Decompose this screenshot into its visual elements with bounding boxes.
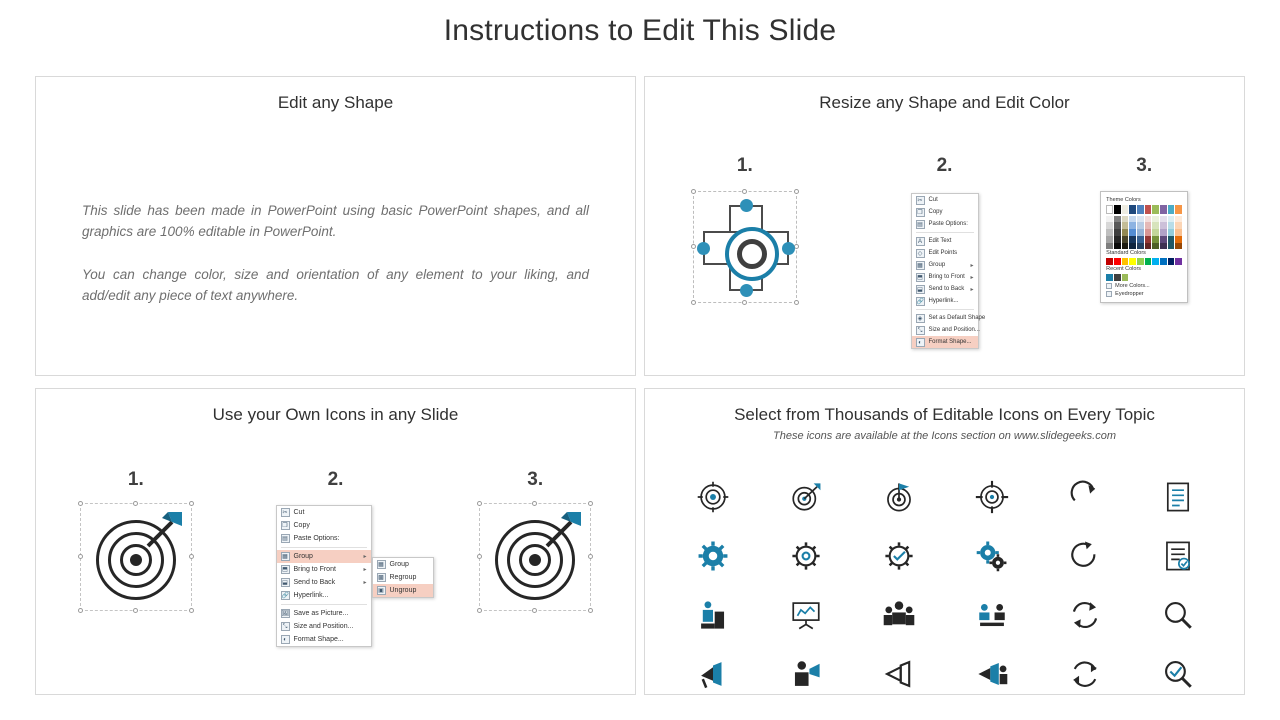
shape-context-menu[interactable] [911, 193, 986, 349]
color-swatch[interactable] [1106, 229, 1113, 236]
color-swatch[interactable] [1114, 274, 1121, 281]
resize-handle[interactable] [78, 554, 83, 559]
color-swatch[interactable] [1145, 236, 1152, 243]
color-swatch[interactable] [1175, 229, 1182, 236]
palette-icon [1106, 283, 1112, 289]
color-swatch[interactable] [1175, 205, 1182, 214]
color-swatch[interactable] [1145, 216, 1152, 223]
recent-colors-row[interactable] [1106, 274, 1182, 281]
resize-step-3-number: 3. [1136, 155, 1153, 176]
resize-handle[interactable] [78, 608, 83, 613]
color-swatch[interactable] [1175, 258, 1182, 265]
chevron-right-icon: ▸ [970, 262, 974, 269]
color-swatch[interactable] [1160, 236, 1167, 243]
context-menu-separator [916, 309, 974, 310]
context-menu-item-label: Set as Default Shape [928, 315, 986, 321]
resize-handle[interactable] [691, 300, 696, 305]
resize-handle[interactable] [691, 244, 696, 249]
context-menu-item-label: Bring to Front [928, 274, 965, 280]
document-list-icon[interactable] [1161, 480, 1195, 514]
color-swatch[interactable] [1152, 229, 1159, 236]
own-icons-step-1-number: 1. [127, 469, 144, 490]
context-menu-item[interactable] [912, 295, 978, 307]
submenu-item-label: Ungroup [389, 587, 417, 594]
resize-step-2 [845, 155, 1045, 349]
color-swatch[interactable] [1160, 222, 1167, 229]
icon-selection-frame[interactable] [80, 503, 192, 611]
color-swatch[interactable] [1168, 229, 1175, 236]
gear-check-icon[interactable] [882, 539, 916, 573]
color-swatch[interactable] [1145, 222, 1152, 229]
edit-shape-paragraph-1: This slide has been made in PowerPoint using basic PowerPoint shapes, and all graphics are 100% editable in PowerPoint. [82, 203, 589, 239]
context-menu-item[interactable] [912, 235, 978, 247]
color-swatch[interactable] [1152, 258, 1159, 265]
resize-handle[interactable] [691, 189, 696, 194]
resize-handle[interactable] [588, 608, 593, 613]
color-swatch[interactable] [1137, 243, 1144, 250]
submenu-item-group[interactable] [373, 558, 433, 571]
standard-colors-label: Standard Colors [1106, 250, 1146, 257]
color-swatch[interactable] [1129, 243, 1136, 250]
color-swatch[interactable] [1129, 205, 1136, 214]
theme-shades-row[interactable] [1106, 243, 1182, 250]
resize-step-1-number: 1. [736, 155, 753, 176]
color-swatch[interactable] [1106, 236, 1113, 243]
color-swatch[interactable] [1122, 216, 1129, 223]
megaphone-solid-icon[interactable] [696, 657, 730, 691]
resize-handle[interactable] [794, 300, 799, 305]
color-swatch[interactable] [1152, 243, 1159, 250]
chevron-right-icon: ▸ [363, 580, 367, 586]
resize-handle[interactable] [532, 501, 537, 506]
context-menu-item-label: Copy [928, 209, 943, 215]
save-picture-icon: 🖼 [281, 611, 290, 617]
standard-colors-row[interactable] [1106, 258, 1182, 265]
magnifier-icon[interactable] [1161, 598, 1195, 632]
resize-handle[interactable] [532, 608, 537, 613]
panel-title-edit-shape: Edit any Shape [277, 93, 394, 112]
bring-front-icon: ⬒ [282, 567, 288, 573]
color-swatch[interactable] [1122, 236, 1129, 243]
group-icon: ▦ [378, 562, 384, 568]
chevron-right-icon: ▸ [970, 274, 974, 281]
target-dart-icon [92, 516, 180, 604]
panel-resize-shape [644, 76, 1245, 376]
color-swatch[interactable] [1152, 236, 1159, 243]
magnifier-check-icon[interactable] [1161, 657, 1195, 691]
group-submenu[interactable] [372, 557, 434, 598]
dart-arrow-icon [541, 508, 585, 552]
context-menu-item-label: Edit Text [928, 238, 952, 244]
hyperlink-icon: 🔗 [916, 298, 924, 305]
resize-step-3 [1044, 155, 1244, 349]
color-swatch[interactable] [1175, 216, 1182, 223]
size-position-icon: ⤡ [916, 326, 925, 335]
context-menu-item[interactable] [277, 620, 371, 633]
regroup-icon: ▩ [378, 575, 384, 581]
color-swatch[interactable] [1122, 274, 1129, 281]
context-menu-item[interactable] [912, 247, 978, 259]
theme-shades-row[interactable] [1106, 216, 1182, 223]
context-menu-item[interactable] [277, 532, 371, 545]
gear-outline-icon[interactable] [789, 539, 823, 573]
context-menu-item-label: Bring to Front [293, 566, 336, 573]
target-dart-icon[interactable] [789, 480, 823, 514]
group-icon: ▦ [917, 262, 923, 269]
context-menu-item[interactable] [277, 576, 371, 589]
resize-handle[interactable] [189, 608, 194, 613]
context-menu-item-label: Size and Position... [928, 327, 980, 333]
chevron-right-icon: ▸ [363, 554, 367, 560]
color-swatch[interactable] [1160, 216, 1167, 223]
copy-icon: ❐ [917, 209, 923, 216]
color-swatch[interactable] [1114, 222, 1121, 229]
resize-handle[interactable] [477, 608, 482, 613]
context-menu-item[interactable] [912, 312, 986, 324]
icon-context-menu[interactable] [276, 505, 372, 647]
target-flag-icon[interactable] [882, 480, 916, 514]
color-swatch[interactable] [1160, 258, 1167, 265]
target-crosshair-icon[interactable] [696, 480, 730, 514]
submenu-item-regroup[interactable] [373, 571, 433, 584]
document-check-icon[interactable] [1161, 539, 1195, 573]
resize-step-1 [645, 155, 845, 349]
panel-editable-icons [644, 388, 1245, 695]
context-menu-item-label: Send to Back [293, 579, 336, 586]
color-swatch[interactable] [1160, 229, 1167, 236]
color-swatch[interactable] [1175, 243, 1182, 250]
color-swatch[interactable] [1175, 222, 1182, 229]
eyedropper-item[interactable] [1106, 291, 1182, 297]
color-swatch[interactable] [1106, 222, 1113, 229]
chevron-right-icon: ▸ [363, 567, 367, 573]
color-swatch[interactable] [1106, 216, 1113, 223]
context-menu-item-label: Send to Back [928, 286, 965, 292]
plus-target-shape-icon [703, 205, 789, 291]
format-shape-icon: ◐ [916, 338, 925, 347]
size-position-icon: ⤡ [281, 622, 290, 631]
submenu-item-label: Group [389, 561, 409, 568]
refresh-arrow-icon[interactable] [1068, 539, 1102, 573]
context-menu-item[interactable] [277, 633, 371, 646]
page-title: Instructions to Edit This Slide [443, 14, 837, 47]
megaphone-person-icon[interactable] [975, 657, 1009, 691]
panel-subtitle-editable-icons: These icons are available at the Icons section on www.slidegeeks.com [772, 430, 1116, 442]
megaphone-outline-icon[interactable] [882, 657, 916, 691]
theme-shades-row[interactable] [1106, 222, 1182, 229]
context-menu-item[interactable] [277, 519, 371, 532]
color-swatch[interactable] [1122, 222, 1129, 229]
color-swatch[interactable] [1137, 229, 1144, 236]
context-menu-separator [281, 604, 367, 605]
own-icons-step-3-number: 3. [527, 469, 544, 490]
resize-step-2-number: 2. [936, 155, 953, 176]
eyedropper-icon [1106, 291, 1112, 297]
color-swatch[interactable] [1137, 222, 1144, 229]
people-group-icon[interactable] [882, 598, 916, 632]
scissors-icon: ✂ [917, 197, 923, 204]
resize-handle[interactable] [588, 501, 593, 506]
submenu-item-ungroup[interactable] [373, 584, 433, 597]
resize-handle[interactable] [78, 501, 83, 506]
context-menu-item-label: Format Shape... [928, 339, 972, 345]
color-picker-popup[interactable] [1100, 191, 1188, 303]
submenu-item-label: Regroup [389, 574, 417, 581]
panel-edit-any-shape [35, 76, 636, 376]
context-menu-item-label: Paste Options: [928, 221, 968, 227]
panel-title-own-icons: Use your Own Icons in any Slide [212, 405, 459, 424]
more-colors-label: More Colors... [1115, 282, 1150, 289]
context-menu-item-label: Copy [293, 522, 310, 529]
context-menu-item-label: Cut [928, 197, 938, 203]
gears-double-icon[interactable] [975, 539, 1009, 573]
own-icons-step-1 [36, 469, 236, 621]
color-swatch[interactable] [1152, 222, 1159, 229]
ungroup-icon: ▣ [378, 588, 384, 594]
copy-icon: ❐ [282, 523, 288, 529]
more-colors-item[interactable] [1106, 283, 1182, 289]
color-swatch[interactable] [1160, 243, 1167, 250]
theme-colors-label: Theme Colors [1106, 197, 1141, 203]
resize-handle[interactable] [133, 608, 138, 613]
target-scope-icon[interactable] [975, 480, 1009, 514]
color-swatch[interactable] [1137, 216, 1144, 223]
presentation-board-icon[interactable] [789, 598, 823, 632]
context-menu-item-label: Size and Position... [293, 623, 354, 630]
context-menu-item[interactable] [912, 324, 978, 336]
color-swatch[interactable] [1160, 205, 1167, 214]
edit-points-icon: ◇ [916, 249, 925, 258]
eyedropper-label: Eyedropper [1115, 290, 1144, 297]
context-menu-item[interactable] [277, 607, 371, 620]
team-meeting-icon[interactable] [975, 598, 1009, 632]
target-dart-icon [491, 516, 579, 604]
color-swatch[interactable] [1152, 205, 1159, 214]
chevron-right-icon: ▸ [970, 286, 974, 293]
context-menu-item-label: Group [293, 553, 313, 560]
color-swatch[interactable] [1122, 243, 1129, 250]
context-menu-item-group[interactable] [277, 550, 371, 563]
panel-title-resize-shape: Resize any Shape and Edit Color [819, 93, 1070, 112]
color-swatch[interactable] [1114, 243, 1121, 250]
color-swatch[interactable] [1106, 243, 1113, 250]
color-swatch[interactable] [1145, 229, 1152, 236]
format-shape-icon: ◐ [281, 635, 290, 644]
edit-text-icon: A [916, 237, 925, 246]
person-megaphone-icon[interactable] [789, 657, 823, 691]
context-menu-item[interactable] [912, 194, 978, 206]
color-swatch[interactable] [1114, 236, 1121, 243]
context-menu-item-label: Cut [293, 509, 305, 516]
color-swatch[interactable] [1129, 222, 1136, 229]
color-swatch[interactable] [1114, 216, 1121, 223]
resize-handle[interactable] [742, 300, 747, 305]
own-icons-step-2 [236, 469, 436, 643]
context-menu-item[interactable] [912, 218, 978, 230]
color-swatch[interactable] [1175, 236, 1182, 243]
hyperlink-icon: 🔗 [281, 593, 289, 599]
panel-title-editable-icons: Select from Thousands of Editable Icons on Every Topic [734, 405, 1155, 424]
color-swatch[interactable] [1106, 205, 1113, 214]
icon-gallery [667, 467, 1224, 703]
paste-icon: ▤ [917, 221, 923, 228]
recent-colors-label: Recent Colors [1106, 265, 1142, 272]
color-swatch[interactable] [1106, 274, 1113, 281]
context-menu-separator [916, 232, 974, 233]
color-swatch[interactable] [1137, 258, 1144, 265]
sync-circle-icon[interactable] [1068, 657, 1102, 691]
sync-arrows-icon[interactable] [1068, 598, 1102, 632]
context-menu-item[interactable] [912, 259, 978, 271]
context-menu-item[interactable] [277, 563, 371, 576]
color-swatch[interactable] [1137, 236, 1144, 243]
color-swatch[interactable] [1122, 229, 1129, 236]
context-menu-item[interactable] [277, 589, 371, 602]
default-shape-icon: ◈ [916, 314, 925, 323]
icon-selection-frame-grouped[interactable] [479, 503, 591, 611]
color-swatch[interactable] [1129, 258, 1136, 265]
context-menu-item-label: Save as Picture... [293, 610, 349, 617]
color-swatch[interactable] [1137, 205, 1144, 214]
resize-handle[interactable] [742, 189, 747, 194]
color-swatch[interactable] [1145, 258, 1152, 265]
color-swatch[interactable] [1168, 258, 1175, 265]
color-swatch[interactable] [1122, 205, 1129, 214]
panel-own-icons [35, 388, 636, 695]
shape-selection-box[interactable] [693, 191, 797, 303]
color-swatch[interactable] [1168, 216, 1175, 223]
context-menu-item-label: Group [928, 262, 946, 268]
context-menu-item-label: Format Shape... [293, 636, 344, 643]
own-icons-step-2-number: 2. [327, 469, 344, 490]
context-menu-item-label: Hyperlink... [928, 298, 959, 304]
resize-handle[interactable] [477, 554, 482, 559]
context-menu-item-format-shape[interactable] [912, 336, 978, 348]
context-menu-item-label: Edit Points [928, 250, 958, 256]
context-menu-item[interactable] [912, 271, 978, 283]
color-swatch[interactable] [1168, 205, 1175, 214]
color-swatch[interactable] [1168, 222, 1175, 229]
theme-colors-row[interactable] [1106, 205, 1182, 214]
gear-solid-icon[interactable] [696, 539, 730, 573]
group-icon: ▦ [282, 554, 288, 560]
color-swatch[interactable] [1114, 205, 1121, 214]
bring-front-icon: ⬒ [917, 274, 923, 281]
resize-handle[interactable] [588, 554, 593, 559]
color-swatch[interactable] [1152, 216, 1159, 223]
color-swatch[interactable] [1114, 258, 1121, 265]
color-swatch[interactable] [1106, 258, 1113, 265]
resize-handle[interactable] [189, 554, 194, 559]
send-back-icon: ⬓ [282, 580, 288, 586]
dart-arrow-icon [142, 508, 186, 552]
color-swatch[interactable] [1114, 229, 1121, 236]
theme-shades-row[interactable] [1106, 229, 1182, 236]
scissors-icon: ✂ [282, 510, 288, 516]
context-menu-item-label: Hyperlink... [293, 592, 329, 599]
context-menu-item[interactable] [912, 206, 978, 218]
color-swatch[interactable] [1122, 258, 1129, 265]
own-icons-step-3 [435, 469, 635, 621]
color-swatch[interactable] [1168, 236, 1175, 243]
context-menu-item-label: Paste Options: [293, 535, 340, 542]
context-menu-item[interactable] [277, 506, 371, 519]
color-swatch[interactable] [1129, 229, 1136, 236]
send-back-icon: ⬓ [917, 286, 923, 293]
color-swatch[interactable] [1168, 243, 1175, 250]
context-menu-item[interactable] [912, 283, 978, 295]
color-swatch[interactable] [1129, 216, 1136, 223]
color-swatch[interactable] [1129, 236, 1136, 243]
color-swatch[interactable] [1145, 243, 1152, 250]
resize-handle[interactable] [794, 189, 799, 194]
theme-shades-row[interactable] [1106, 236, 1182, 243]
edit-shape-paragraph-2: You can change color, size and orientation of any element to your liking, and add/edit any piece of text anywhere. [82, 266, 589, 303]
resize-handle[interactable] [189, 501, 194, 506]
resize-handle[interactable] [477, 501, 482, 506]
color-swatch[interactable] [1145, 205, 1152, 214]
resize-handle[interactable] [133, 501, 138, 506]
paste-icon: ▤ [282, 536, 288, 542]
refresh-clockwise-icon[interactable] [1068, 480, 1102, 514]
person-podium-icon[interactable] [696, 598, 730, 632]
context-menu-separator [281, 547, 367, 548]
